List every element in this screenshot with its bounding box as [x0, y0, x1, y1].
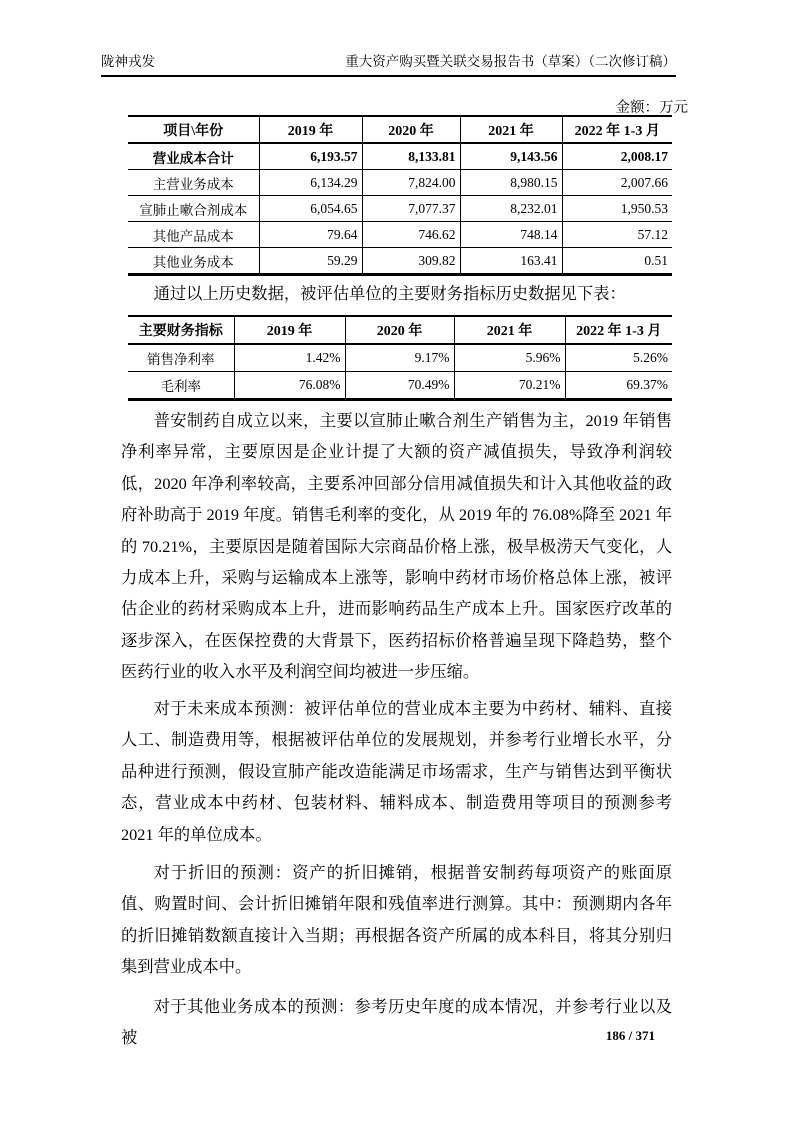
- page-header: [101, 54, 676, 77]
- page-number: 186 / 371: [605, 1028, 655, 1043]
- table-cell: 2,008.17: [562, 143, 672, 170]
- table-cell: 59.29: [259, 248, 362, 275]
- column-header: 2021 年: [460, 116, 562, 143]
- cost-table: [128, 115, 672, 276]
- table-cell: 163.41: [460, 248, 562, 275]
- table-cell: 7,077.37: [362, 196, 460, 222]
- table-row: [128, 222, 672, 248]
- body-paragraph: 对于折旧的预测：资产的折旧摊销，根据普安制药每项资产的账面原值、购置时间、会计折旧摊销年限和残值率进行测算。其中：预测期内各年的折旧摊销数额直接计入当期；再根据各资产所属的成本科目，将其分别归集到营业成本中。: [121, 863, 672, 977]
- table-cell: 6,193.57: [259, 143, 362, 170]
- table-cell: 5.26%: [565, 344, 672, 372]
- row-label: 主营业务成本: [128, 170, 259, 196]
- row-label: 销售净利率: [128, 344, 234, 372]
- table-cell: 746.62: [362, 222, 460, 248]
- table-cell: 6,134.29: [259, 170, 362, 196]
- column-header: 2019 年: [259, 116, 362, 143]
- table-cell: 8,232.01: [460, 196, 562, 222]
- row-label: 其他业务成本: [128, 248, 259, 275]
- unit-note: 金额：万元: [615, 100, 688, 116]
- body-paragraph: 普安制药自成立以来，主要以宣肺止嗽合剂生产销售为主，2019 年销售净利率异常，主要原因是企业计提了大额的资产减值损失，导致净利润较低，2020 年净利率较高，主要系冲回部分信用减值损失和计入其他收益的政府补助高于 2019 年度。销售毛利率的变化，从 2019 年的 76.08%降至 2021 年的 70.21%，主要原因是随着国际大宗商品价格上涨，极旱极涝天气变化，人力成本上升，采购与运输成本上涨等，影响中药材市场价格总体上涨，被评估企业的药材采购成本上升，进而影响药品生产成本上升。国家医疗改革的逐步深入，在医保控费的大背景下，医药招标价格普遍呈现下降趋势，整个医药行业的收入水平及利润空间均被进一步压缩。: [121, 411, 672, 682]
- table-cell: 1,950.53: [562, 196, 672, 222]
- header-left-text: 陇神戎发: [101, 54, 155, 69]
- column-header: 2021 年: [454, 316, 565, 344]
- table-cell: 309.82: [362, 248, 460, 275]
- column-header: 2019 年: [234, 316, 345, 344]
- table-cell: 76.08%: [234, 372, 345, 400]
- table-cell: 79.64: [259, 222, 362, 248]
- body-paragraph: 对于未来成本预测：被评估单位的营业成本主要为中药材、辅料、直接人工、制造费用等，根据被评估单位的发展规划，并参考行业增长水平，分品种进行预测，假设宣肺产能改造能满足市场需求，生产与销售达到平衡状态，营业成本中药材、包装材料、辅料成本、制造费用等项目的预测参考 2021 年的单位成本。: [121, 699, 672, 844]
- table-row: [128, 372, 672, 400]
- row-label: 营业成本合计: [128, 143, 259, 170]
- indicator-table-header-row: [128, 316, 672, 344]
- table-cell: 9.17%: [345, 344, 454, 372]
- cost-table-header-row: [128, 116, 672, 143]
- table-cell: 8,133.81: [362, 143, 460, 170]
- table-cell: 6,054.65: [259, 196, 362, 222]
- row-label: 其他产品成本: [128, 222, 259, 248]
- table-row: [128, 248, 672, 275]
- table-cell: 70.49%: [345, 372, 454, 400]
- body-paragraph: 对于其他业务成本的预测：参考历史年度的成本情况，并参考行业以及被: [121, 997, 672, 1048]
- header-right-text: 重大资产购买暨关联交易报告书（草案）（二次修订稿）: [345, 54, 676, 69]
- financial-indicator-table: [128, 315, 672, 401]
- table-cell: 748.14: [460, 222, 562, 248]
- table-cell: 70.21%: [454, 372, 565, 400]
- table-cell: 2,007.66: [562, 170, 672, 196]
- column-header: 2020 年: [362, 116, 460, 143]
- table-cell: 5.96%: [454, 344, 565, 372]
- column-header: 2022 年 1-3 月: [565, 316, 672, 344]
- table-row: [128, 143, 672, 170]
- table-cell: 9,143.56: [460, 143, 562, 170]
- table-cell: 8,980.15: [460, 170, 562, 196]
- column-header: 2020 年: [345, 316, 454, 344]
- table-cell: 57.12: [562, 222, 672, 248]
- table-cell: 1.42%: [234, 344, 345, 372]
- intro-paragraph: 通过以上历史数据，被评估单位的主要财务指标历史数据见下表：: [153, 284, 626, 303]
- table-row: [128, 170, 672, 196]
- table-row: [128, 344, 672, 372]
- column-header: 主要财务指标: [128, 316, 234, 344]
- table-cell: 69.37%: [626, 377, 668, 392]
- table-cell: 7,824.00: [362, 170, 460, 196]
- column-header: 2022 年 1-3 月: [562, 116, 672, 143]
- column-header: 项目\年份: [128, 116, 259, 143]
- table-row: [128, 196, 672, 222]
- row-label: 毛利率: [128, 372, 234, 400]
- table-cell: 0.51: [644, 252, 668, 268]
- row-label: 宣肺止嗽合剂成本: [128, 196, 259, 222]
